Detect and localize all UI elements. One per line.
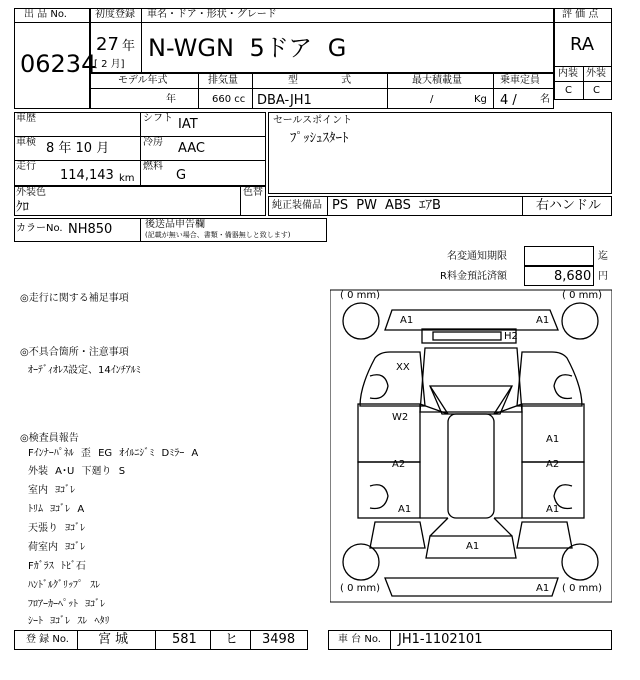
ext-color-label: 外装色 (16, 187, 46, 198)
lot-label: 出 品 No. (24, 9, 67, 20)
registration-kana: ヒ (225, 632, 239, 647)
defects-text: ｵｰﾃﾞｨｵﾚｽ設定、14ｲﾝﾁｱﾙﾐ (28, 365, 141, 376)
mark-left-rear-door: A2 (392, 459, 406, 470)
ac-label: 冷房 (143, 137, 163, 148)
mileage-label: 走行 (16, 161, 36, 172)
mark-front-center: H2 (504, 331, 518, 342)
rating-label: 評 価 点 (562, 9, 599, 20)
tire-label-rr: ( 0 mm) (562, 583, 603, 594)
fuel-label: 燃料 (143, 161, 163, 172)
tire-label-fr: ( 0 mm) (562, 290, 603, 301)
name-change-value-box (524, 246, 594, 266)
sales-point-label: セールスポイント (273, 115, 353, 126)
steering-value: 右ハンドル (536, 198, 602, 213)
report-line: Fｲﾝﾅｰﾊﾟﾈﾙ 歪 EG ｵｲﾙﾆｼﾞﾐ Dﾐﾗｰ A (28, 448, 199, 459)
registration-class: 581 (172, 632, 197, 647)
fuel-value: G (176, 168, 187, 183)
report-line: 天張り ﾖｺﾞﾚ (28, 523, 86, 534)
name-change-label: 名変通知期限 (447, 251, 507, 262)
recycle-label: R料金預託済額 (440, 271, 507, 282)
max-load-unit: Kg (474, 94, 487, 105)
report-line: ﾌﾛｱｰｶｰﾍﾟｯﾄ ﾖｺﾞﾚ (28, 599, 106, 610)
name-change-unit: 迄 (598, 251, 608, 262)
mark-rear-bumper: A1 (536, 583, 550, 594)
rating-value: RA (570, 34, 595, 55)
exterior-label: 外装 (586, 68, 606, 79)
report-line: ｼｰﾄ ﾖｺﾞﾚ ｽﾚ ﾍﾀﾘ (28, 616, 110, 627)
first-reg-year: 27 (96, 34, 119, 55)
color-box (14, 186, 266, 216)
sales-point-value: ﾌﾟｯｼｭｽﾀｰﾄ (290, 131, 349, 146)
report-line: 荷室内 ﾖｺﾞﾚ (28, 542, 86, 553)
type-label: 型 式 (288, 75, 352, 86)
chassis-value: JH1-1102101 (398, 632, 483, 647)
color-no-label: カラーNo. (16, 223, 63, 234)
recycle-value: 8,680 (554, 269, 592, 284)
ext-color-value: ｸﾛ (16, 200, 29, 215)
color-no-value: NH850 (68, 222, 113, 237)
aftermarket-note: (記載が無い場合、書類・備器無しと致します) (145, 231, 291, 239)
interior-label: 内装 (558, 68, 578, 79)
car-name-label: 車名・ドア・形状・グレード (147, 9, 277, 20)
inspection-value: 8 年 10 月 (46, 141, 110, 156)
mileage-value: 114,143 (60, 168, 114, 183)
lot-number: 06234 (20, 50, 97, 78)
mark-front-bumper-left: A1 (400, 315, 414, 326)
capacity-unit: 名 (540, 94, 550, 105)
type-value: DBA-JH1 (257, 93, 312, 108)
report-line: 室内 ﾖｺﾞﾚ (28, 485, 76, 496)
mark-right-quarter: A1 (546, 504, 560, 515)
shift-label: シフト (143, 113, 173, 124)
recolor-label: 色替 (243, 187, 263, 198)
model-year-unit: 年 (166, 94, 176, 105)
registration-label: 登 録 No. (26, 634, 69, 645)
registration-number: 3498 (262, 632, 296, 647)
history-label: 車歴 (16, 113, 36, 124)
aftermarket-label: 後送品申告欄 (145, 219, 205, 230)
tire-label-rl: ( 0 mm) (340, 583, 381, 594)
chassis-label: 車 台 No. (338, 634, 381, 645)
equipment-value: PS PW ABS ｴｱB (332, 198, 441, 213)
mark-front-fender-left: XX (396, 362, 410, 373)
displacement-value: 660 cc (212, 94, 246, 105)
car-name: N-WGN 5ドア G (148, 34, 347, 62)
equipment-label: 純正装備品 (272, 200, 322, 211)
inspector-label: ◎検査員報告 (20, 433, 79, 444)
displacement-label: 排気量 (208, 75, 238, 86)
report-line: Fｶﾞﾗｽ ﾄﾋﾞ石 (28, 561, 86, 572)
first-reg-month: [ 2 月] (94, 59, 125, 70)
mark-rear-gate: A1 (466, 541, 480, 552)
registration-area: 宮 城 (98, 632, 129, 647)
report-line: 外装 A･U 下廻り S (28, 466, 126, 477)
mark-right-front-door: A1 (546, 434, 560, 445)
shift-value: IAT (178, 117, 198, 132)
mark-front-bumper-right: A1 (536, 315, 550, 326)
max-load-label: 最大積載量 (412, 75, 462, 86)
max-load-value: / (430, 94, 434, 105)
first-reg-year-unit: 年 (122, 39, 136, 54)
mark-right-rear-door: A2 (546, 459, 560, 470)
interior-grade: C (565, 85, 572, 96)
report-line: ﾊﾝﾄﾞﾙｸﾞﾘｯﾌﾟ ｽﾚ (28, 580, 101, 591)
model-year-label: モデル年式 (118, 75, 168, 86)
mark-left-front-door: W2 (392, 412, 409, 423)
recycle-unit: 円 (598, 271, 608, 282)
exterior-grade: C (593, 85, 600, 96)
mark-left-quarter: A1 (398, 504, 412, 515)
defects-label: ◎不具合箇所・注意事項 (20, 347, 129, 358)
capacity-value: 4 / (500, 93, 517, 108)
driving-notes-label: ◎走行に関する補足事項 (20, 293, 129, 304)
car-diagram (330, 286, 612, 630)
tire-label-fl: ( 0 mm) (340, 290, 381, 301)
ac-value: AAC (178, 141, 205, 156)
report-line: ﾄﾘﾑ ﾖｺﾞﾚ A (28, 504, 85, 515)
first-reg-label: 初度登録 (95, 9, 135, 20)
inspection-label: 車検 (16, 137, 36, 148)
capacity-label: 乗車定員 (500, 75, 540, 86)
mileage-unit: km (119, 173, 135, 184)
